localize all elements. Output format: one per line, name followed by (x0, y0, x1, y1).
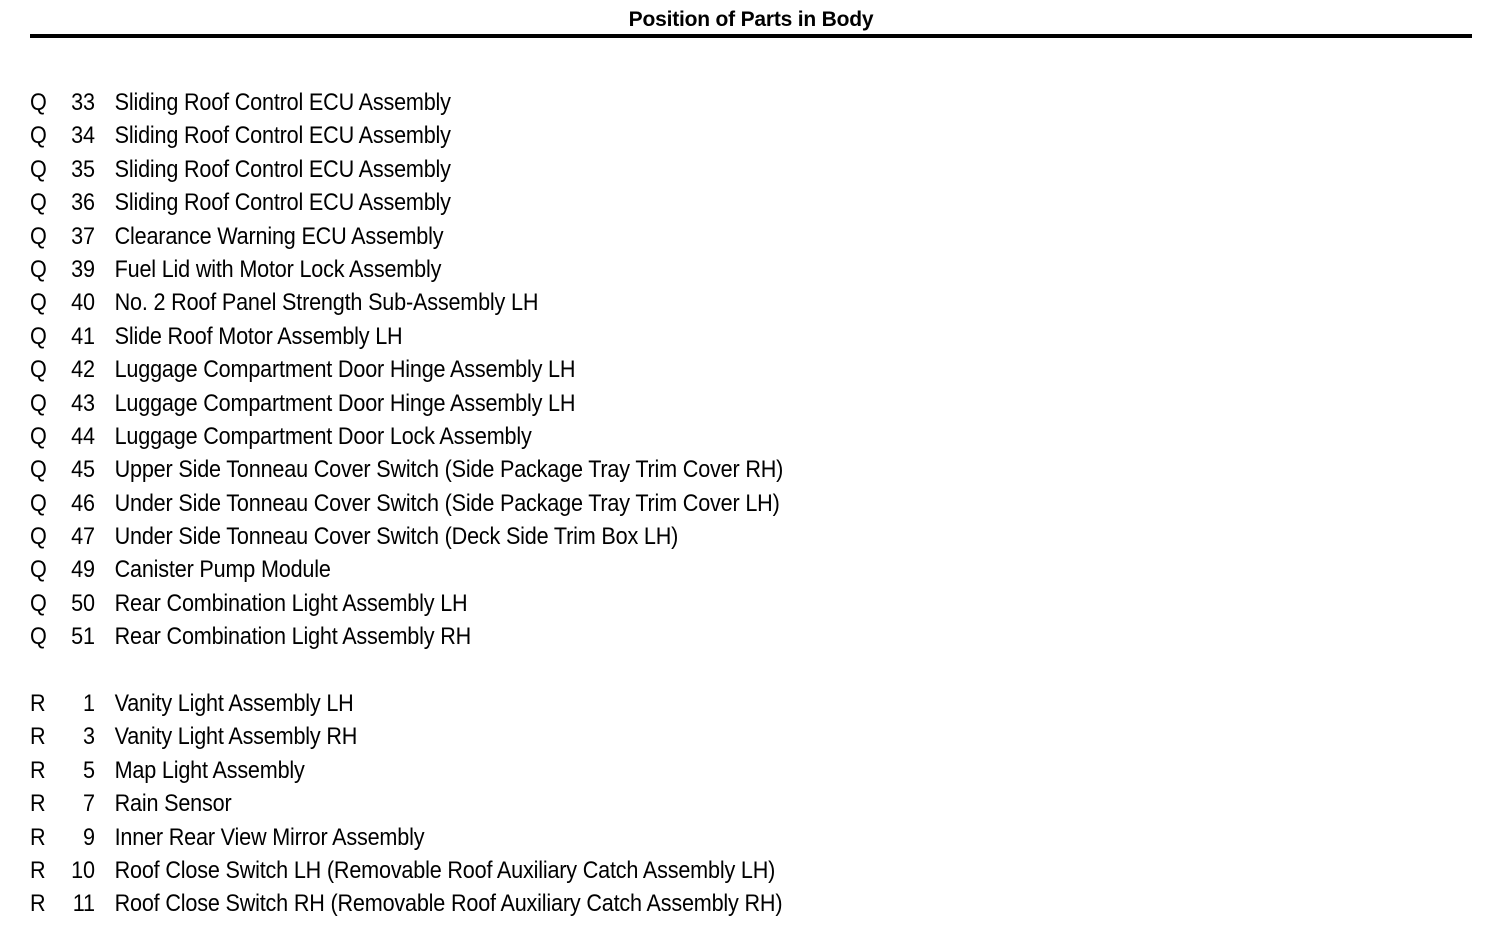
part-description: Sliding Roof Control ECU Assembly (114, 89, 451, 116)
part-description: Canister Pump Module (114, 556, 331, 584)
part-code: Q (30, 255, 47, 283)
part-description: Inner Rear View Mirror Assembly (114, 823, 425, 851)
part-description: Fuel Lid with Motor Lock Assembly (114, 255, 442, 283)
part-number: 36 (71, 189, 95, 217)
part-code: Q (30, 456, 47, 484)
part-code: Q (30, 489, 47, 517)
parts-section-q (30, 86, 1130, 654)
part-description: Sliding Roof Control ECU Assembly (114, 189, 451, 217)
part-number: 35 (71, 155, 95, 183)
parts-row (30, 86, 1020, 119)
part-code: Q (30, 589, 47, 617)
part-code: Q (30, 523, 47, 551)
part-description: Sliding Roof Control ECU Assembly (114, 155, 451, 183)
parts-row (30, 887, 1020, 920)
part-code: Q (30, 155, 47, 183)
part-description: Under Side Tonneau Cover Switch (Side Package Tray Trim Cover LH) (114, 489, 780, 517)
part-code: R (30, 823, 46, 851)
part-number: 44 (71, 422, 95, 450)
part-number: 45 (71, 456, 95, 484)
parts-row (30, 387, 1020, 420)
part-code: Q (30, 389, 47, 417)
parts-row (30, 320, 1020, 353)
parts-row (30, 420, 1020, 453)
parts-row (30, 821, 1020, 854)
parts-row (30, 854, 1020, 887)
part-number: 46 (71, 489, 95, 517)
part-code: Q (30, 189, 47, 217)
parts-row (30, 787, 1020, 820)
parts-row (30, 487, 1020, 520)
parts-row (30, 620, 1020, 653)
part-code: Q (30, 556, 47, 584)
part-code: Q (30, 623, 47, 651)
part-description: Luggage Compartment Door Hinge Assembly LH (114, 356, 576, 384)
part-number: 7 (82, 790, 95, 818)
part-number: 50 (71, 589, 95, 617)
parts-row (30, 453, 1020, 486)
part-code: Q (30, 422, 47, 450)
part-code: Q (30, 122, 47, 150)
part-number: 40 (71, 289, 95, 317)
part-code: R (30, 756, 46, 784)
part-number: 43 (71, 389, 95, 417)
part-code: R (30, 790, 46, 818)
part-code: Q (30, 222, 47, 250)
part-number: 5 (82, 756, 95, 784)
part-description: Luggage Compartment Door Hinge Assembly LH (114, 389, 576, 417)
parts-row (30, 587, 1020, 620)
part-number: 49 (71, 556, 95, 584)
part-code: R (30, 856, 46, 884)
part-number: 37 (71, 222, 95, 250)
part-description: No. 2 Roof Panel Strength Sub-Assembly LH (114, 289, 539, 317)
part-number: 41 (71, 322, 95, 350)
parts-row (30, 153, 1020, 186)
part-description: Under Side Tonneau Cover Switch (Deck Side Trim Box LH) (114, 523, 679, 551)
part-description: Vanity Light Assembly LH (114, 690, 354, 717)
part-number: 51 (71, 623, 95, 651)
part-number: 33 (71, 89, 95, 116)
part-code: R (30, 690, 46, 717)
part-code: R (30, 890, 46, 918)
parts-section-r (30, 687, 1130, 921)
parts-row (30, 286, 1020, 319)
part-description: Rear Combination Light Assembly LH (114, 589, 468, 617)
part-description: Slide Roof Motor Assembly LH (114, 322, 403, 350)
part-code: Q (30, 89, 47, 116)
part-number: 34 (71, 122, 95, 150)
parts-row (30, 520, 1020, 553)
part-number: 10 (71, 856, 95, 884)
part-description: Upper Side Tonneau Cover Switch (Side Package Tray Trim Cover RH) (114, 456, 784, 484)
part-description: Sliding Roof Control ECU Assembly (114, 122, 451, 150)
parts-row (30, 720, 1020, 753)
parts-row (30, 186, 1020, 219)
part-number: 9 (82, 823, 95, 851)
part-code: R (30, 723, 46, 751)
part-number: 1 (82, 690, 95, 717)
part-code: Q (30, 289, 47, 317)
part-number: 3 (82, 723, 95, 751)
part-number: 42 (71, 356, 95, 384)
part-description: Rear Combination Light Assembly RH (114, 623, 472, 651)
parts-row (30, 220, 1020, 253)
parts-row (30, 253, 1020, 286)
part-description: Roof Close Switch LH (Removable Roof Auxiliary Catch Assembly LH) (114, 856, 776, 884)
page-header (30, 6, 1472, 38)
part-code: Q (30, 356, 47, 384)
part-description: Map Light Assembly (114, 756, 305, 784)
part-number: 11 (72, 890, 95, 918)
page-title: Position of Parts in Body (628, 8, 874, 31)
part-description: Vanity Light Assembly RH (114, 723, 358, 751)
parts-row (30, 119, 1020, 152)
parts-row (30, 754, 1020, 787)
parts-row (30, 687, 1020, 720)
part-description: Clearance Warning ECU Assembly (114, 222, 444, 250)
parts-row (30, 353, 1020, 386)
part-code: Q (30, 322, 47, 350)
part-description: Rain Sensor (114, 790, 232, 818)
part-number: 39 (71, 255, 95, 283)
part-number: 47 (71, 523, 95, 551)
parts-row (30, 553, 1020, 586)
part-description: Roof Close Switch RH (Removable Roof Auxiliary Catch Assembly RH) (114, 890, 783, 918)
part-description: Luggage Compartment Door Lock Assembly (114, 422, 532, 450)
